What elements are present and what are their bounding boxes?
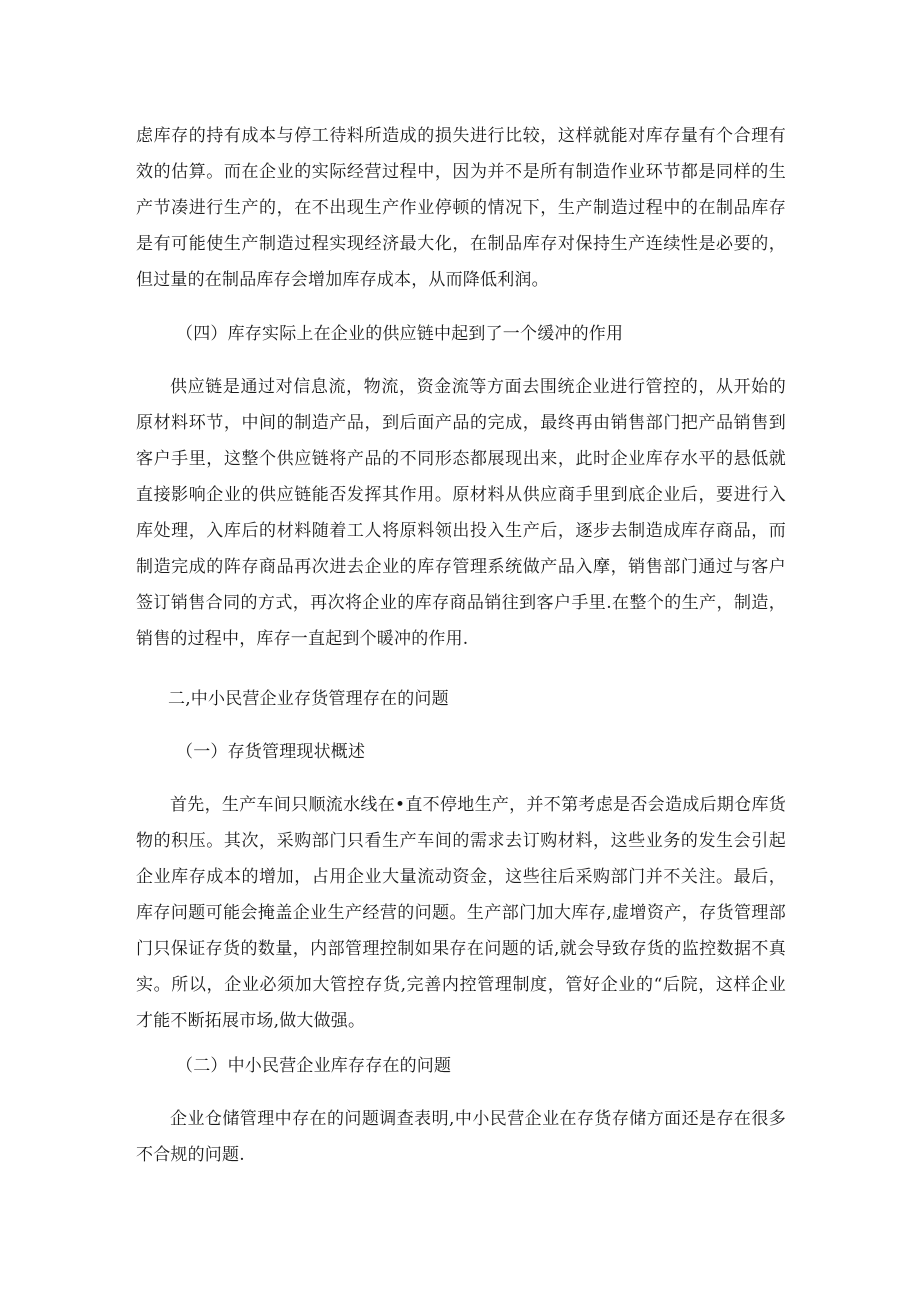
paragraph-warehouse-survey: 企业仓储管理中存在的问题调查表明,中小民营企业在存货存储方面还是存在很多不合规的问题. bbox=[136, 1109, 786, 1165]
paragraph-inventory-cost-estimate: 虑库存的持有成本与停工待料所造成的损失进行比较，这样就能对库存量有个合理有效的估算。而在企业的实际经营过程中，因为并不是所有制造作业环节都是同样的生产节凑进行生产的，在不出现生产作业停顿的情况下，生产制造过程中的在制品库存是有可能使生产制造过程实现经济最大化，在制品库存对保持生产连续性是必要的，但过量的在制品库存会增加库存成本，从而降低利润。 bbox=[136, 126, 786, 290]
subheading-status-overview: （一）存货管理现状概述 bbox=[176, 742, 366, 762]
section-heading-problems: 二,中小民营企业存货管理存在的问题 bbox=[168, 689, 449, 709]
paragraph-status-overview: 首先，生产车间只顺流水线在•直不停地生产，并不第考虑是否会造成后期仓库货物的积压。其次，采购部门只看生产车间的需求去订购材料，这些业务的发生会引起企业库存成本的增加，占用企业大量流动资金，这些往后采购部门并不关注。最后，库存问题可能会掩盖企业生产经营的问题。生产部门加大库存,虚增资产，存货管理部门只保证存货的数量，内部管理控制如果存在问题的话,就会导致存货的监控数据不真实。所以，企业必须加大管控存货,完善内控管理制度，管好企业的“后院，这样企业才能不断拓展市场,做大做强。 bbox=[136, 795, 786, 1031]
paragraph-supply-chain: 供应链是通过对信息流，物流，资金流等方面去围统企业进行管控的，从开始的原材料环节，中间的制造产品，到后面产品的完成，最终再由销售部门把产品销售到客户手里，这整个供应链将产品的不同形态都展现出来，此时企业库存水平的悬低就直接影响企业的供应链能否发挥其作用。原材料从供应商手里到底企业后，要进行入库处理，入库后的材料随着工人将原料领出投入生产后，逐步去制造成库存商品，而制造完成的阵存商品再次进去企业的库存管理系统做产品入摩，销售部门通过与客户签订销售合同的方式，再次将企业的库存商品销往到客户手里.在整个的生产，制造，销售的过程中，库存一直起到个暖冲的作用. bbox=[136, 377, 786, 649]
subheading-inventory-problems: （二）中小民营企业库存存在的问题 bbox=[176, 1056, 452, 1076]
subheading-buffer-role: （四）库存实际上在企业的供应链中起到了一个缓冲的作用 bbox=[176, 324, 624, 344]
